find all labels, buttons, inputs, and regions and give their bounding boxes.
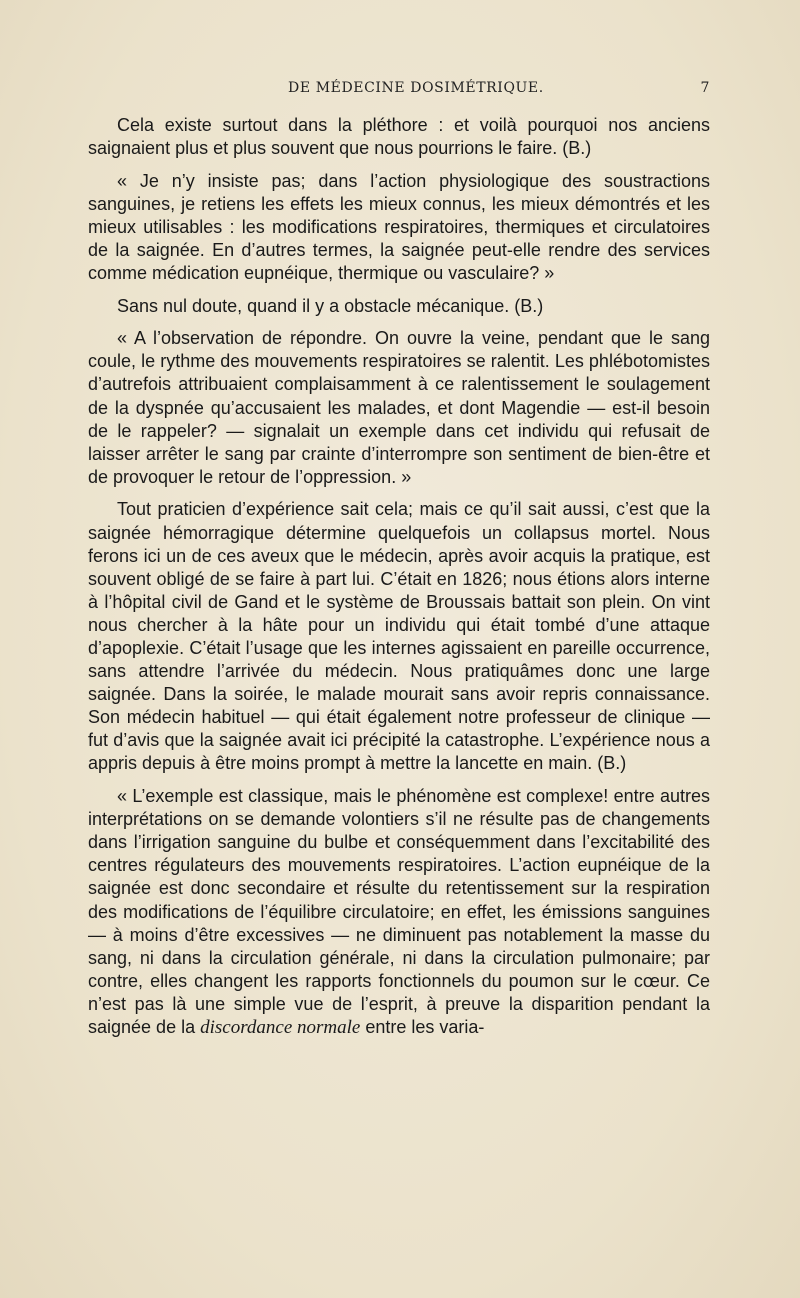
page-number: 7	[700, 80, 710, 96]
italic-phrase: discordance normale	[200, 1016, 361, 1038]
paragraph-5: Tout praticien d’expérience sait cela; mais ce qu’il sait aussi, c’est que la saignée hémorragique détermine quelquefois un collapsus mortel. Nous ferons ici un de ces aveux que le médecin, après avoir acquis la pratique, est souvent obligé de se faire à part lui. C’était en 1826; nous étions alors interne à l’hôpital civil de Gand et le système de Broussais battait son plein. On vint nous chercher à la hâte pour un individu qui était tombé d’une attaque d’apoplexie. C’était l’usage que les internes agissaient en pareille occurrence, sans attendre l’arrivée du médecin. Nous pratiquâmes donc une large saignée. Dans la soirée, le malade mourait sans avoir repris connaissance. Son médecin habituel — qui était également notre professeur de clinique — fut d’avis que la saignée avait ici précipité la catastrophe. L’expérience nous a appris depuis à être moins prompt à mettre la lancette en main. (B.)	[88, 499, 710, 774]
paragraph-6-tail: entre les varia-	[365, 1016, 485, 1037]
running-title: DE MÉDECINE DOSIMÉTRIQUE.	[288, 80, 544, 96]
paragraph-2: « Je n’y insiste pas; dans l’action physiologique des soustractions sanguines, je retiens les effets les mieux connus, les mieux démontrés et les mieux utilisables : les modifications respiratoires, thermiques et circulatoires de la saignée. En d’autres termes, la saignée peut-elle rendre des services comme médication eupnéique, thermique ou vasculaire? »	[88, 170, 710, 284]
body-text	[88, 114, 710, 1049]
paragraph-1: Cela existe surtout dans la pléthore : et voilà pourquoi nos anciens saignaient plus et plus souvent que nous pourrions le faire. (B.)	[88, 115, 710, 159]
paragraph-4: « A l’observation de répondre. On ouvre la veine, pendant que le sang coule, le rythme des mouvements respiratoires se ralentit. Les phlébotomistes d’autrefois attribuaient complaisamment à ce ralentissement le soulagement de la dyspnée qu’accusaient les malades, et dont Magendie — est-il besoin de le rappeler? — signalait un exemple dans cet individu qui refusait de laisser arrêter le sang par crainte d’interrompre son sentiment de bien-être et de provoquer le retour de l’oppression. »	[88, 328, 710, 487]
page-header	[88, 80, 710, 100]
paragraph-3: Sans nul doute, quand il y a obstacle mécanique. (B.)	[117, 295, 544, 316]
paragraph-6	[88, 785, 710, 1039]
paragraph-6-text: « L’exemple est classique, mais le phénomène est complexe! entre autres interprétations on se demande volontiers s’il ne résulte pas de changements dans l’irrigation sanguine du bulbe et conséquemment dans l’excitabilité des centres régulateurs des mouvements respiratoires. L’action eupnéique de la saignée est donc secondaire et résulte du retentissement sur la respiration des modifications de l’équilibre circulatoire; en effet, les émissions sanguines — à moins d’être excessives — ne diminuent pas notablement la masse du sang, ni dans la circulation générale, ni dans la circulation pulmonaire; par contre, elles changent les rapports fonctionnels du poumon sur le cœur. Ce n’est pas là une simple vue de l’esprit, à preuve la disparition pendant la saignée de la	[88, 786, 710, 1037]
